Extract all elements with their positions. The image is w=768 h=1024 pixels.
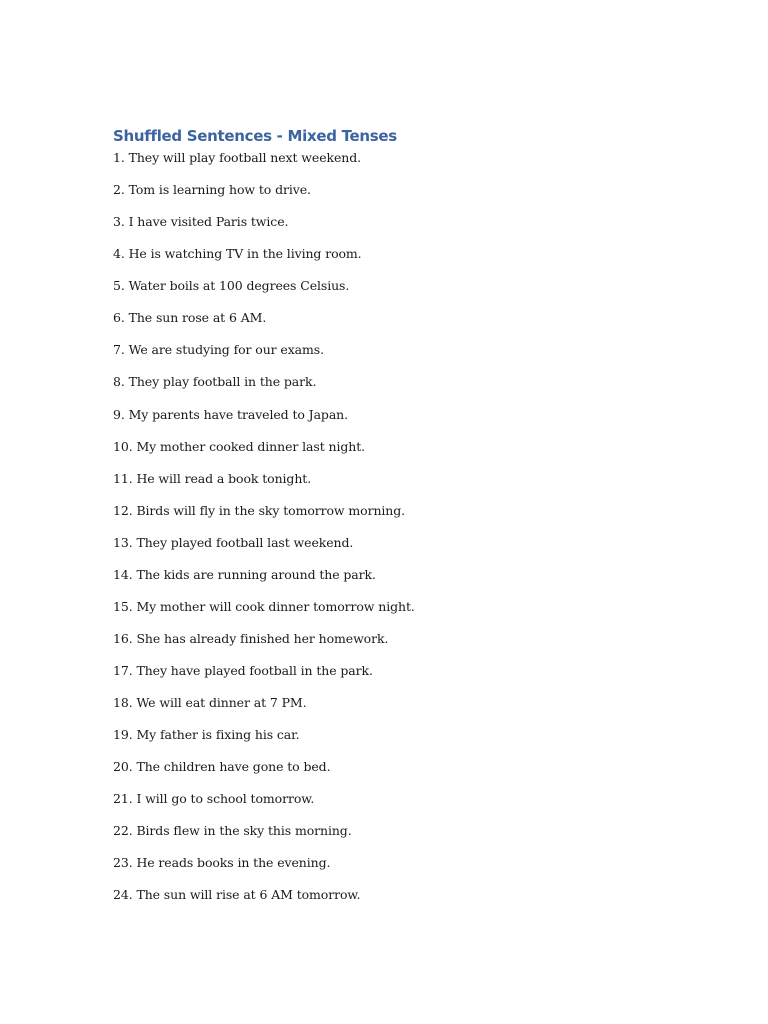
sentence-item: 18. We will eat dinner at 7 PM. [113,695,307,711]
sentence-item: 17. They have played football in the park. [113,663,373,678]
sentence-item: 15. My mother will cook dinner tomorrow night. [113,598,415,614]
sentence-item: 21. I will go to school tomorrow. [113,791,315,807]
document-content [113,125,673,917]
sentence-item: 6. The sun rose at 6 AM. [113,310,267,326]
sentence-item: 11. He will read a book tonight. [113,470,312,486]
sentence-item: 19. My father is fixing his car. [113,727,300,743]
sentence-item: 23. He reads books in the evening. [113,855,331,871]
sentence-item: 12. Birds will fly in the sky tomorrow morning. [113,502,406,518]
sentence-item: 9. My parents have traveled to Japan. [113,406,349,422]
sentence-item: 4. He is watching TV in the living room. [113,246,362,262]
sentence-item: 5. Water boils at 100 degrees Celsius. [113,278,350,294]
sentence-item: 14. The kids are running around the park. [113,566,376,582]
sentence-list [113,147,673,917]
sentence-item: 10. My mother cooked dinner last night. [113,438,365,454]
sentence-item: 20. The children have gone to bed. [113,759,331,775]
sentence-item: 24. The sun will rise at 6 AM tomorrow. [113,887,361,903]
sentence-item: 16. She has already finished her homework. [113,630,389,646]
sentence-item: 3. I have visited Paris twice. [113,214,289,230]
sentence-item: 2. Tom is learning how to drive. [113,182,311,198]
sentence-item: 1. They will play football next weekend. [113,150,361,165]
document-title: Shuffled Sentences - Mixed Tenses [113,127,397,145]
sentence-item: 22. Birds flew in the sky this morning. [113,823,352,839]
sentence-item: 8. They play football in the park. [113,374,317,390]
sentence-item: 13. They played football last weekend. [113,534,354,550]
sentence-item: 7. We are studying for our exams. [113,342,324,358]
